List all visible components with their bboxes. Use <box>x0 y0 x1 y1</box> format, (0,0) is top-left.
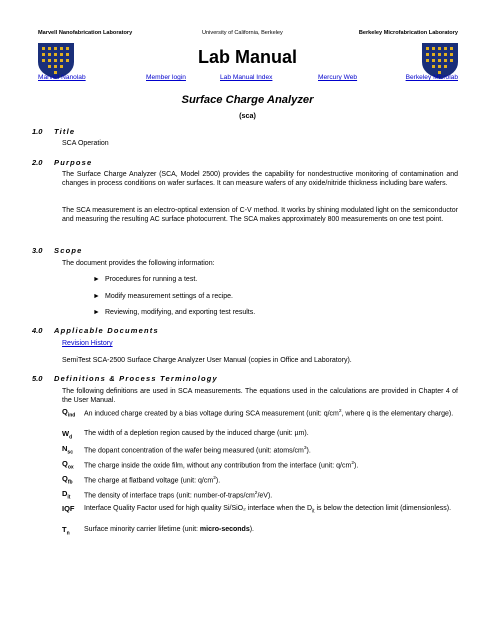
section-2-title: Purpose <box>54 158 93 167</box>
def-text-qfb: The charge at flatband voltage (unit: $q/cm^2$). <box>84 476 221 485</box>
section-5-intro: The following definitions are used in SCA measurements. The equations used in the calculations are provided in Chapter 4 of the User Manual. <box>62 388 458 405</box>
def-text-nsc: The dopant concentration of the wafer being measured (unit: atoms/$cm^3$). <box>84 446 311 455</box>
nav-link-berkeley-microlab[interactable]: Berkeley Microlab <box>405 74 458 81</box>
def-term-dit: $D_{it}$ <box>62 489 71 501</box>
section-4-doc: SemiTest SCA-2500 Surface Charge Analyzer User Manual (copies in Office and Laboratory). <box>62 357 352 364</box>
def-term-qind: $Q_{ind}$ <box>62 407 76 419</box>
section-4-number: 4.0 <box>32 326 43 335</box>
section-4-title: Applicable Documents <box>54 326 159 335</box>
def-term-iqf: IQF <box>62 504 75 513</box>
def-text-wd: The width of a depletion region caused by the induced charge (unit: µm). <box>84 430 309 437</box>
section-1-body: SCA Operation <box>62 140 109 147</box>
nav-link-member-login[interactable]: Member login <box>146 74 186 81</box>
def-text-qind: An induced charge created by a bias voltage during SCA measurement (unit: $q/cm^2$, where q is the elementary charge). <box>84 409 454 418</box>
document-title: Surface Charge Analyzer <box>181 94 314 106</box>
scope-bullet: ► Reviewing, modifying, and exporting test results. <box>93 309 256 316</box>
section-2-para-2: The SCA measurement is an electro-optical extension of C-V method. It works by shining modulated light on the semiconductor and measuring the resulting AC surface photocurrent. The SCA makes approximately 800 measurements on one test point. <box>62 207 458 224</box>
section-1-number: 1.0 <box>32 127 43 136</box>
org-right: Berkeley Microfabrication Laboratory <box>358 30 458 36</box>
def-term-qox: $Q_{ox}$ <box>62 459 74 471</box>
nav-links <box>36 74 460 84</box>
def-text-tn: Surface minority carrier lifetime (unit: micro-seconds). <box>84 526 254 533</box>
def-text-iqf: Interface Quality Factor used for high quality Si/SiO₂ interface when the $D_{it}$ is below the detection limit (dimensionless). <box>84 505 452 515</box>
section-5-number: 5.0 <box>32 374 43 383</box>
scope-bullet: ► Modify measurement settings of a recipe. <box>93 293 234 300</box>
def-term-nsc: $N_{sc}$ <box>62 444 73 456</box>
section-3-intro: The document provides the following information: <box>62 260 215 267</box>
nav-link-mercury-web[interactable]: Mercury Web <box>318 74 358 81</box>
section-3-title: Scope <box>54 246 83 255</box>
page-title: Lab Manual <box>197 47 297 67</box>
document-abbr: (sca) <box>239 111 256 120</box>
def-term-tn: $T_n$ <box>62 525 70 537</box>
nav-link-lab-manual-index[interactable]: Lab Manual Index <box>220 74 273 81</box>
section-2-para-1: The Surface Charge Analyzer (SCA, Model 2500) provides the capability for nondestructive monitoring of contamination and changes in process conditions on wafer surfaces. It can measure wafers of any oxide/nitride thickness including bare wafers. <box>62 171 458 188</box>
section-3-number: 3.0 <box>32 246 43 255</box>
section-5-title: Definitions & Process Terminology <box>54 374 218 383</box>
def-text-qox: The charge inside the oxide film, without any contribution from the interface (unit: $q/cm^2$). <box>84 461 359 470</box>
nav-link-marvell-nanolab[interactable]: Marvell Nanolab <box>38 74 86 81</box>
scope-bullet: ► Procedures for running a test. <box>93 276 198 283</box>
def-text-dit: The density of interface traps (unit: number-$of-traps/cm^2/eV$). <box>84 491 273 500</box>
def-term-wd: $W_d$ <box>62 429 73 441</box>
section-1-title: Title <box>54 127 76 136</box>
section-2-number: 2.0 <box>32 158 43 167</box>
org-center: University of California, Berkeley <box>202 30 283 36</box>
header-orgs <box>36 30 460 41</box>
org-left: Marvell Nanofabrication Laboratory <box>38 30 133 36</box>
revision-history-link[interactable]: Revision History <box>62 340 113 347</box>
def-term-qfb: $Q_{fb}$ <box>62 474 73 486</box>
